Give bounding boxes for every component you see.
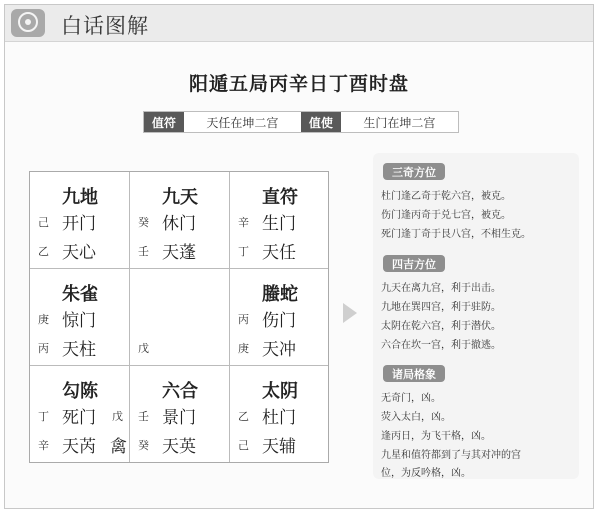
star-label: 天柱 [62, 340, 96, 360]
earth-stem: 庚 [238, 342, 249, 355]
star-label: 天任 [262, 243, 296, 263]
door-label: 杜门 [262, 408, 296, 428]
palace-center [130, 269, 230, 366]
deity-label: 太阴 [262, 381, 298, 402]
geju-line: 荧入太白，凶。 [381, 412, 451, 423]
earth-stem: 丁 [238, 245, 249, 258]
zhishi-label: 值使 [301, 112, 341, 132]
sishen-heading: 四吉方位 [383, 255, 445, 272]
heaven-stem: 壬 [138, 410, 149, 423]
deity-label: 勾陈 [62, 381, 98, 402]
heaven-stem: 癸 [138, 216, 149, 229]
deity-label: 九地 [62, 187, 98, 208]
palace-zhen [30, 269, 130, 366]
sishen-line: 九地在巽四宫，利于驻防。 [381, 302, 501, 313]
deity-label: 螣蛇 [262, 284, 298, 305]
star-label: 天芮 [62, 437, 96, 457]
palace-gen [30, 366, 130, 462]
earth-stem: 辛 [38, 439, 49, 452]
deity-label: 直符 [262, 187, 298, 208]
door-label: 惊门 [62, 311, 96, 331]
geju-line: 无奇门，凶。 [381, 393, 441, 404]
geju-line: 九星和值符都到了与其对冲的宫 [381, 450, 521, 461]
door-label: 伤门 [262, 311, 296, 331]
zhifu-value: 天任在坤二宫 [206, 115, 279, 130]
logo-icon [11, 9, 45, 37]
palace-kun [230, 172, 328, 269]
arrow-right-icon [343, 303, 357, 323]
deity-label: 九天 [162, 187, 198, 208]
earth-stem: 己 [238, 439, 249, 452]
sishen-line: 九天在离九宫，利于出击。 [381, 283, 501, 294]
extra-star: 禽 [110, 437, 127, 457]
star-label: 天冲 [262, 340, 296, 360]
heaven-stem: 庚 [38, 313, 49, 326]
sanqi-heading: 三奇方位 [383, 163, 445, 180]
geju-line: 位，为反吟格，凶。 [381, 468, 471, 479]
palace-xun [30, 172, 130, 269]
sishen-line: 六合在坎一宫，利于撤逃。 [381, 340, 501, 351]
deity-label: 六合 [162, 381, 198, 402]
heaven-stem: 辛 [238, 216, 249, 229]
palace-dui [230, 269, 328, 366]
sishen-line: 太阴在乾六宫，利于潜伏。 [381, 321, 501, 332]
palace-li [130, 172, 230, 269]
star-label: 天心 [62, 243, 96, 263]
zhishi-value: 生门在坤二宫 [363, 115, 436, 130]
earth-stem: 乙 [38, 245, 49, 258]
palace-qian [230, 366, 328, 462]
earth-stem: 丙 [38, 342, 49, 355]
center-stem: 戊 [138, 342, 149, 355]
header-title: 白话图解 [61, 14, 149, 38]
star-label: 天英 [162, 437, 196, 457]
door-label: 休门 [162, 214, 196, 234]
sanqi-line: 杜门逢乙奇于乾六宫，被克。 [381, 191, 511, 202]
analysis-panel [373, 153, 579, 479]
header-bar [5, 5, 593, 42]
heaven-stem: 丁 [38, 410, 49, 423]
heaven-stem: 己 [38, 216, 49, 229]
door-label: 死门 [62, 408, 96, 428]
door-label: 开门 [62, 214, 96, 234]
star-label: 天辅 [262, 437, 296, 457]
deity-label: 朱雀 [62, 284, 98, 305]
heaven-stem: 乙 [238, 410, 249, 423]
star-label: 天蓬 [162, 243, 196, 263]
earth-stem: 癸 [138, 439, 149, 452]
door-label: 景门 [162, 408, 196, 428]
sanqi-line: 死门逢丁奇于艮八宫，不相生克。 [381, 229, 531, 240]
door-label: 生门 [262, 214, 296, 234]
sanqi-line: 伤门逢丙奇于兑七宫，被克。 [381, 210, 511, 221]
nine-palace-grid [29, 171, 329, 463]
geju-line: 逢丙日，为飞干格，凶。 [381, 431, 491, 442]
zhifu-label: 值符 [144, 112, 184, 132]
chart-title: 阳遁五局丙辛日丁酉时盘 [188, 73, 409, 95]
geju-heading: 诸局格象 [383, 365, 445, 382]
palace-kan [130, 366, 230, 462]
earth-stem: 壬 [138, 245, 149, 258]
zhifu-zhishi-bar [143, 111, 459, 133]
extra-stem: 戊 [112, 410, 123, 423]
page-frame [4, 4, 594, 509]
heaven-stem: 丙 [238, 313, 249, 326]
